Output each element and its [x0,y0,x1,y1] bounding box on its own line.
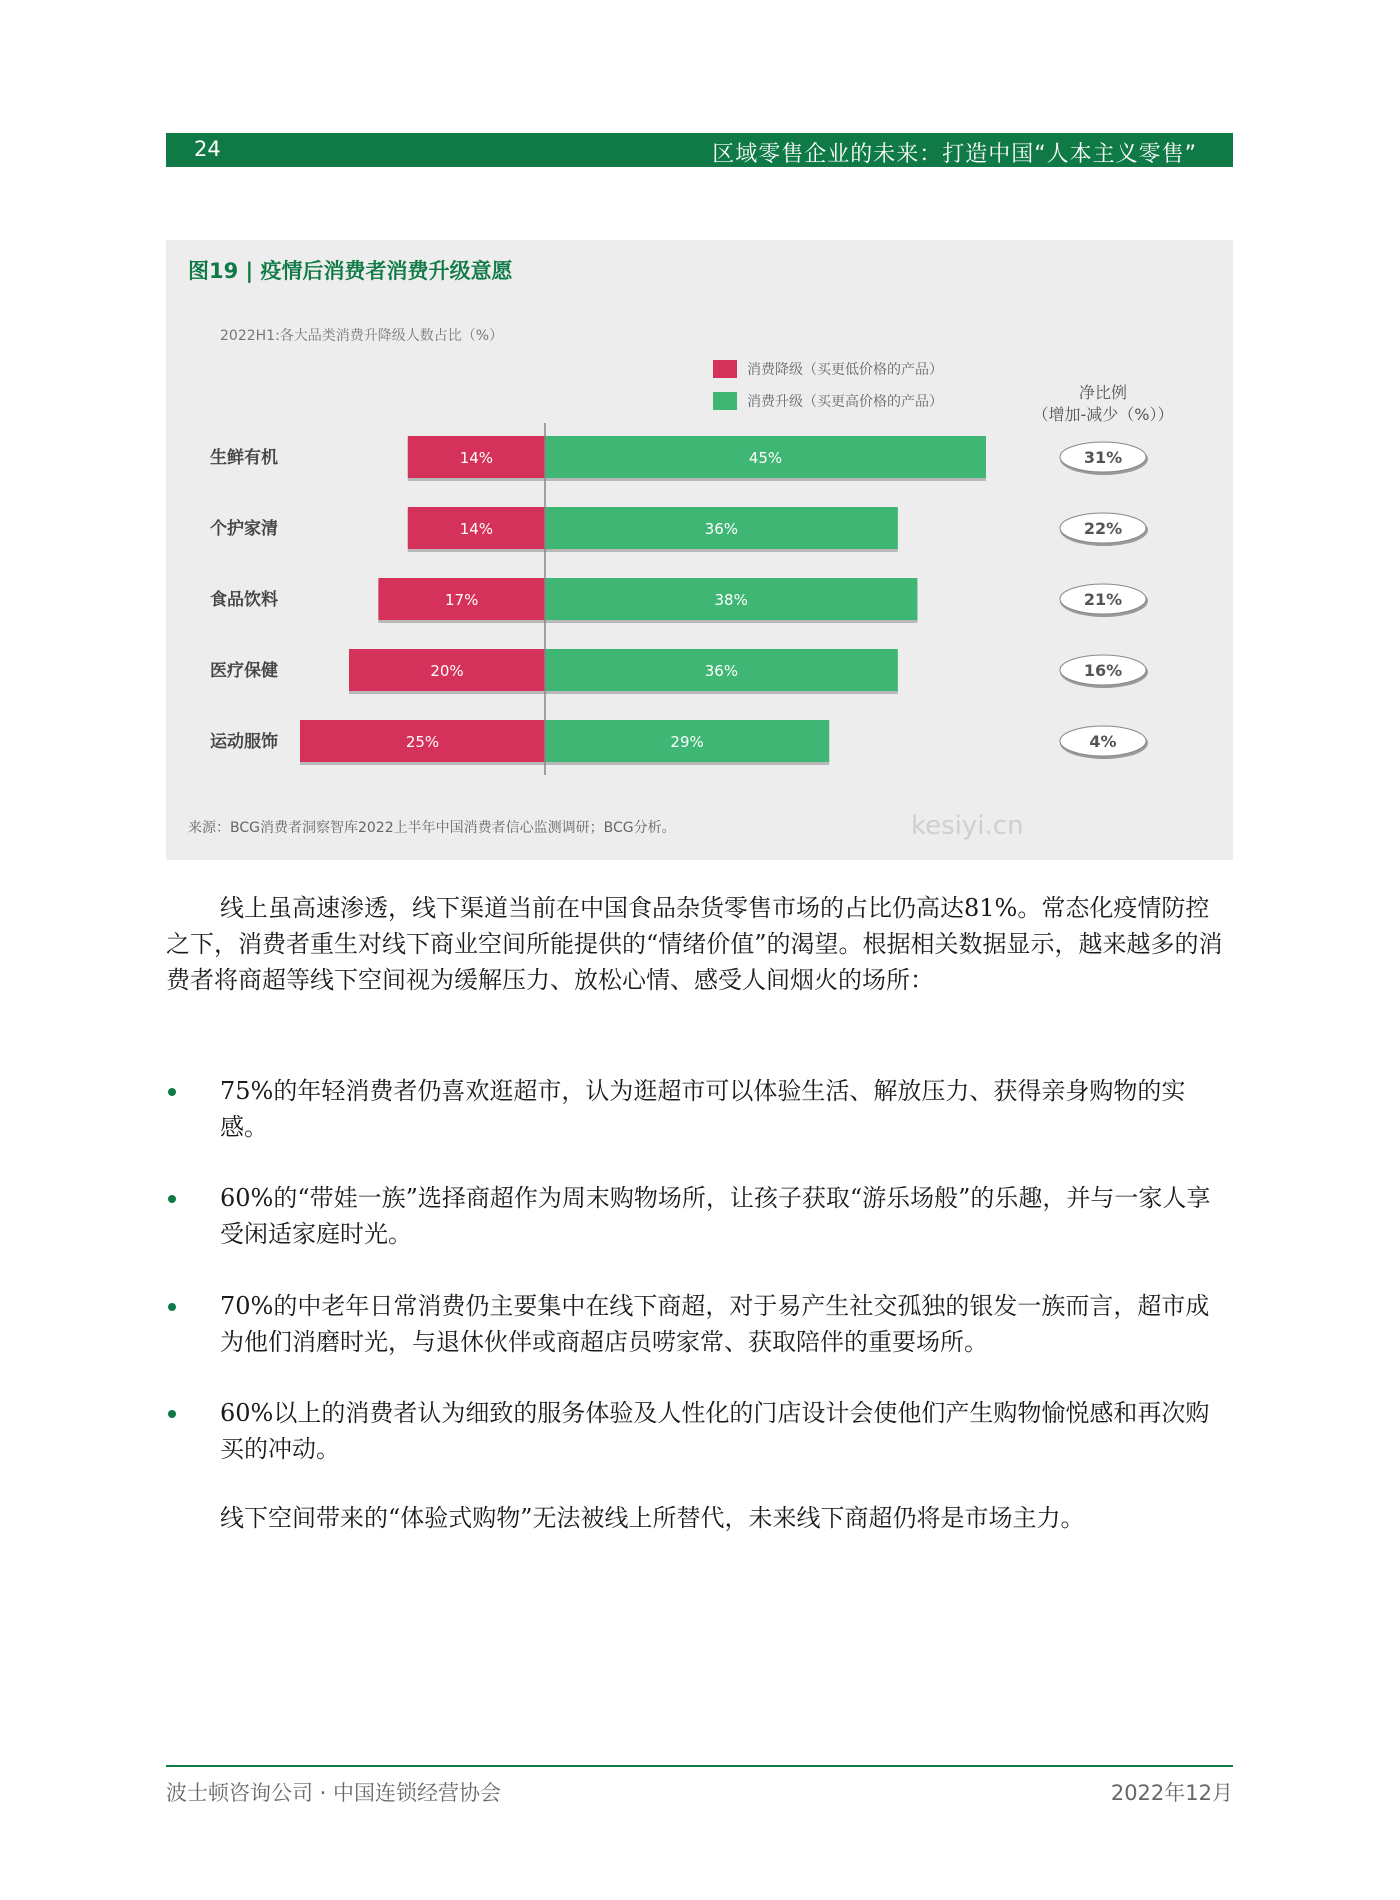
downgrade-bar-label: 17% [445,591,479,609]
net-ratio-value: 22% [1083,519,1123,538]
chart-subtitle: 2022H1:各大品类消费升降级人数占比（%） [220,328,504,344]
bullet-dot [168,1195,176,1203]
net-ratio-value: 21% [1083,590,1123,609]
downgrade-bar-label: 14% [459,449,494,467]
legend-label: 消费升级（买更高价格的产品） [747,394,943,410]
net-ratio-value: 4% [1089,732,1117,751]
intro-paragraph: 线上虽高速渗透，线下渠道当前在中国食品杂货零售市场的占比仍高达81%。常态化疫情防控之下，消费者重生对线下商业空间所能提供的“情绪价值”的渴望。根据相关数据显示，越来越多的消费者将商超等线下空间视为缓解压力、放松心情、感受人间烟火的场所： [166,894,1223,994]
upgrade-bar-label: 29% [670,733,704,751]
category-label: 个护家清 [210,519,278,539]
downgrade-bar-label: 25% [405,733,440,751]
watermark-text: kesiyi.cn [911,811,1024,841]
bullet-dot [168,1088,176,1096]
upgrade-bar-label: 36% [704,520,739,538]
net-ratio-header: 净比例 [1078,383,1128,402]
category-label: 生鲜有机 [210,448,278,468]
category-label: 食品饮料 [210,590,278,610]
bullet-text: 60%以上的消费者认为细致的服务体验及人性化的门店设计会使他们产生购物愉悦感和再次购买的冲动。 [220,1399,1210,1463]
bullet-text: 70%的中老年日常消费仍主要集中在线下商超，对于易产生社交孤独的银发一族而言，超市成为他们消磨时光，与退休伙伴或商超店员唠家常、获取陪伴的重要场所。 [220,1292,1210,1356]
upgrade-bar-label: 38% [714,591,748,609]
net-ratio-header-sub: （增加-减少（%）） [1032,405,1174,424]
category-label: 医疗保健 [210,661,278,681]
bullet-text: 75%的年轻消费者仍喜欢逛超市，认为逛超市可以体验生活、解放压力、获得亲身购物的实感。 [220,1077,1186,1141]
closing-paragraph: 线下空间带来的“体验式购物”无法被线上所替代，未来线下商超仍将是市场主力。 [220,1504,1085,1532]
figure-title: 图19 | 疫情后消费者消费升级意愿 [188,259,513,283]
upgrade-bar-label: 36% [704,662,739,680]
figure-source: 来源：BCG消费者洞察智库2022上半年中国消费者信心监测调研；BCG分析。 [188,820,676,836]
legend-swatch [713,360,737,378]
legend-swatch [713,392,737,410]
net-ratio-value: 16% [1083,661,1123,680]
figure-panel [166,240,1233,860]
footer-date: 2022年12月 [1110,1781,1233,1805]
diverging-bar-chart [166,240,1233,860]
downgrade-bar-label: 14% [459,520,494,538]
page-number: 24 [194,137,221,161]
upgrade-bar-label: 45% [748,449,783,467]
bullet-dot [168,1303,176,1311]
footer-organizations: 波士顿咨询公司 · 中国连锁经营协会 [166,1781,502,1805]
category-label: 运动服饰 [210,732,278,752]
net-ratio-value: 31% [1083,448,1123,467]
bullet-text: 60%的“带娃一族”选择商超作为周末购物场所，让孩子获取“游乐场般”的乐趣，并与一家人享受闲适家庭时光。 [220,1184,1211,1248]
bullet-dot [168,1410,176,1418]
body-text [166,890,1233,1750]
legend-label: 消费降级（买更低价格的产品） [747,362,943,378]
downgrade-bar-label: 20% [430,662,464,680]
page-header-bar [166,133,1233,167]
report-title: 区域零售企业的未来：打造中国“人本主义零售” [712,142,1197,167]
footer-divider [166,1765,1233,1767]
